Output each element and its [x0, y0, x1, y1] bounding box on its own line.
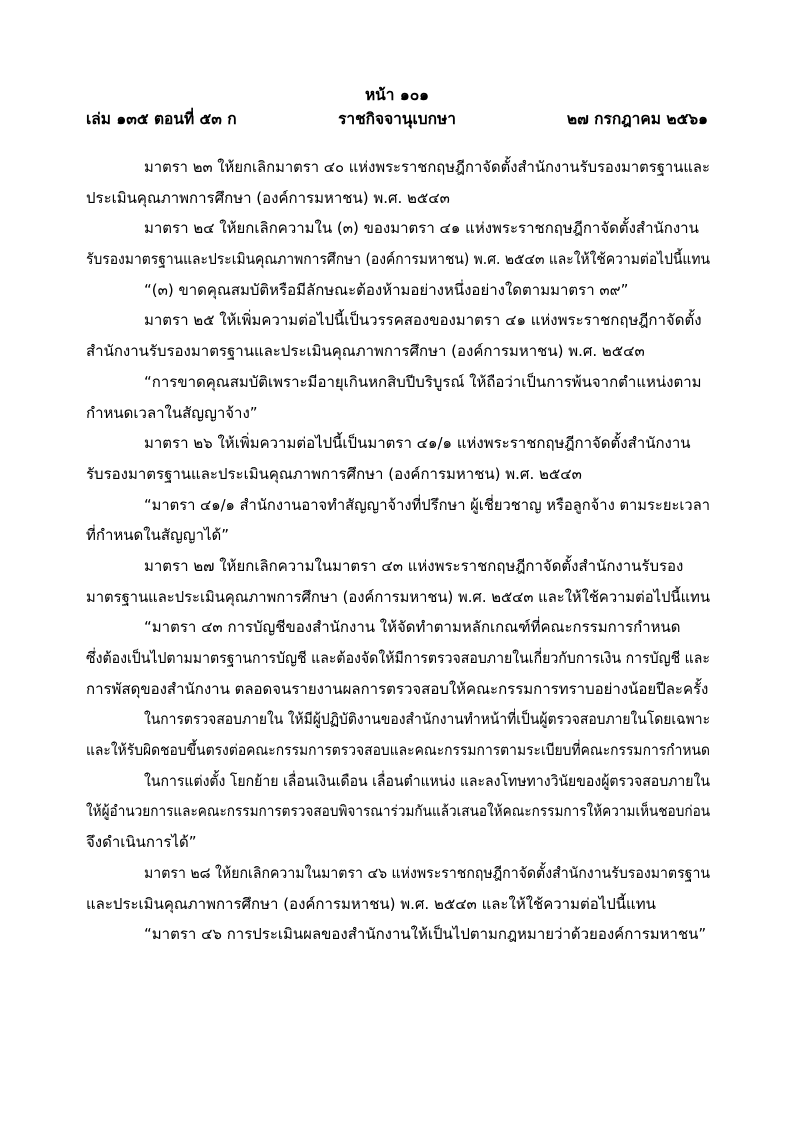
text-line: ซึ่งต้องเป็นไปตามมาตรฐานการบัญชี และต้องจัดให้มีการตรวจสอบภายในเกี่ยวกับการเงิน การบัญชี และ — [86, 649, 710, 667]
text-line: ที่กำหนดในสัญญาได้” — [86, 526, 230, 545]
text-line: มาตรา ๒๖ ให้เพิ่มความต่อไปนี้เป็นมาตรา ๔๑/๑ แห่งพระราชกฤษฎีกาจัดตั้งสำนักงาน — [144, 434, 691, 453]
text-line: มาตรา ๒๗ ให้ยกเลิกความในมาตรา ๔๓ แห่งพระราชกฤษฎีกาจัดตั้งสำนักงานรับรอง — [144, 556, 684, 575]
text-line: การพัสดุของสำนักงาน ตลอดจนรายงานผลการตรวจสอบให้คณะกรรมการทราบอย่างน้อยปีละครั้ง — [86, 679, 709, 698]
text-line: “มาตรา ๔๑/๑ สำนักงานอาจทำสัญญาจ้างที่ปรึกษา ผู้เชี่ยวชาญ หรือลูกจ้าง ตามระยะเวลา — [144, 495, 710, 514]
volume-issue: เล่ม ๑๓๕ ตอนที่ ๕๓ ก — [86, 110, 237, 128]
text-line: กำหนดเวลาในสัญญาจ้าง” — [86, 403, 258, 422]
text-line: ประเมินคุณภาพการศึกษา (องค์การมหาชน) พ.ศ. ๒๕๔๓ — [86, 188, 450, 207]
text-line: รับรองมาตรฐานและประเมินคุณภาพการศึกษา (องค์การมหาชน) พ.ศ. ๒๕๔๓ — [86, 464, 582, 483]
text-line: มาตรา ๒๓ ให้ยกเลิกมาตรา ๔๐ แห่งพระราชกฤษฎีกาจัดตั้งสำนักงานรับรองมาตรฐานและ — [144, 158, 710, 176]
header-row — [86, 106, 708, 128]
text-line: “มาตรา ๔๖ การประเมินผลของสำนักงานให้เป็นไปตามกฎหมายว่าด้วยองค์การมหาชน” — [144, 925, 707, 944]
text-line: และให้รับผิดชอบขึ้นตรงต่อคณะกรรมการตรวจสอบและคณะกรรมการตามระเบียบที่คณะกรรมการกำหนด — [86, 741, 710, 760]
publication-date: ๒๗ กรกฎาคม ๒๕๖๑ — [566, 110, 708, 128]
document-body — [86, 152, 710, 950]
text-line: ในการตรวจสอบภายใน ให้มีผู้ปฏิบัติงานของสำนักงานทำหน้าที่เป็นผู้ตรวจสอบภายในโดยเฉพาะ — [144, 710, 710, 729]
text-line: “(๓) ขาดคุณสมบัติหรือมีลักษณะต้องห้ามอย่างหนึ่งอย่างใดตามมาตรา ๓๙” — [144, 280, 629, 299]
text-line: จึงดำเนินการได้” — [86, 833, 197, 852]
text-line: “การขาดคุณสมบัติเพราะมีอายุเกินหกสิบปีบริบูรณ์ ให้ถือว่าเป็นการพ้นจากตำแหน่งตาม — [144, 372, 702, 391]
text-line: ในการแต่งตั้ง โยกย้าย เลื่อนเงินเดือน เลื่อนตำแหน่ง และลงโทษทางวินัยของผู้ตรวจสอบภายใน — [144, 771, 710, 790]
text-line: มาตรา ๒๔ ให้ยกเลิกความใน (๓) ของมาตรา ๔๑ แห่งพระราชกฤษฎีกาจัดตั้งสำนักงาน — [144, 219, 699, 238]
text-line: “มาตรา ๔๓ การบัญชีของสำนักงาน ให้จัดทำตามหลักเกณฑ์ที่คณะกรรมการกำหนด — [144, 618, 681, 637]
text-line: มาตรา ๒๘ ให้ยกเลิกความในมาตรา ๔๖ แห่งพระราชกฤษฎีกาจัดตั้งสำนักงานรับรองมาตรฐาน — [144, 863, 710, 882]
page-number: หน้า ๑๐๑ — [364, 86, 430, 104]
text-line: รับรองมาตรฐานและประเมินคุณภาพการศึกษา (องค์การมหาชน) พ.ศ. ๒๕๔๓ และให้ใช้ความต่อไปนี้แทน — [86, 250, 710, 269]
text-line: มาตรา ๒๕ ให้เพิ่มความต่อไปนี้เป็นวรรคสองของมาตรา ๔๑ แห่งพระราชกฤษฎีกาจัดตั้ง — [144, 311, 702, 330]
publication-name: ราชกิจจานุเบกษา — [338, 110, 456, 128]
text-line: มาตรฐานและประเมินคุณภาพการศึกษา (องค์การมหาชน) พ.ศ. ๒๕๔๓ และให้ใช้ความต่อไปนี้แทน — [86, 587, 710, 606]
text-line: ให้ผู้อำนวยการและคณะกรรมการตรวจสอบพิจารณาร่วมกันแล้วเสนอให้คณะกรรมการให้ความเห็นชอบก่อน — [86, 802, 710, 821]
text-line: และประเมินคุณภาพการศึกษา (องค์การมหาชน) พ.ศ. ๒๕๔๓ และให้ใช้ความต่อไปนี้แทน — [86, 894, 656, 913]
text-line: สำนักงานรับรองมาตรฐานและประเมินคุณภาพการศึกษา (องค์การมหาชน) พ.ศ. ๒๕๔๓ — [86, 342, 645, 361]
